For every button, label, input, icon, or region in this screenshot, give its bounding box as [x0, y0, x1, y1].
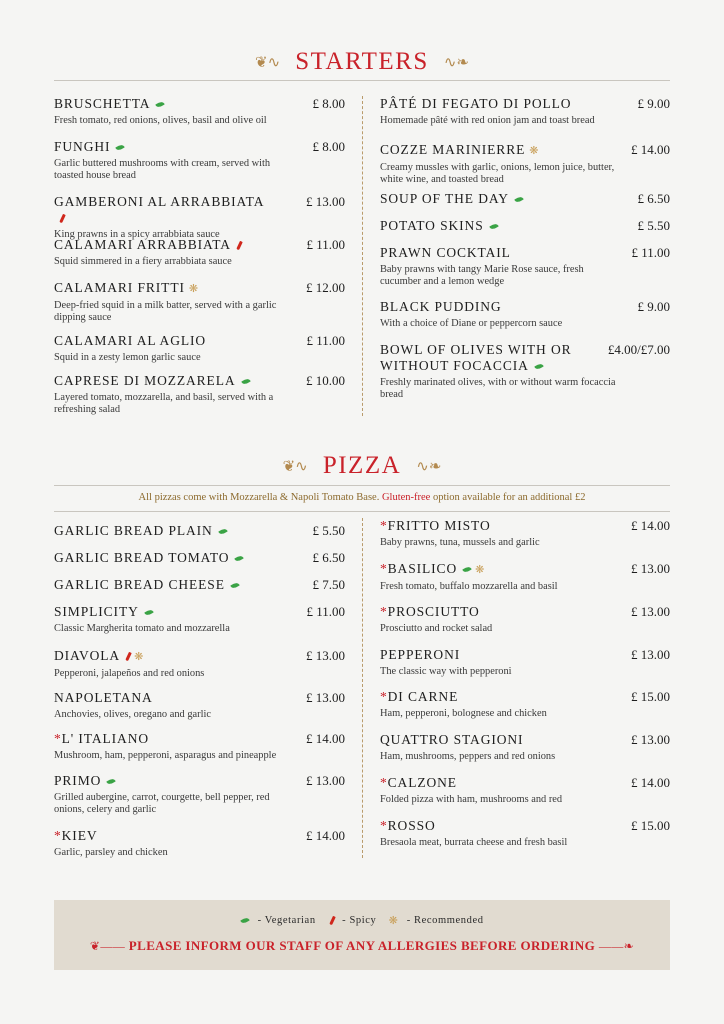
menu-item-price: £ 9.00 [637, 96, 670, 111]
spicy-icon [125, 652, 132, 661]
menu-item [380, 604, 670, 635]
menu-item-star: * [380, 775, 388, 790]
legend [54, 914, 670, 927]
menu-item [54, 828, 345, 859]
menu-item-name-text: GAMBERONI AL ARRABBIATA [54, 194, 265, 209]
menu-item-name [54, 828, 98, 844]
menu-item [380, 518, 670, 549]
menu-item [380, 342, 670, 401]
menu-item [54, 280, 345, 324]
menu-item-price: £ 5.50 [312, 523, 345, 538]
menu-item-description: Garlic, parsley and chicken [54, 847, 168, 858]
ornament-left-icon: ❦—— [89, 939, 126, 953]
menu-item-description: Garlic buttered mushrooms with cream, served with toasted house bread [54, 158, 271, 181]
menu-item-price: £ 13.00 [306, 648, 345, 663]
menu-item-price: £ 14.00 [631, 142, 670, 157]
menu-item-name [380, 245, 511, 261]
menu-item-description: Squid in a zesty lemon garlic sauce [54, 352, 201, 363]
vegetarian-icon [230, 582, 239, 591]
menu-item-description: Baby prawns, tuna, mussels and garlic [380, 537, 540, 548]
recommended-icon: ❋ [188, 282, 199, 295]
recommended-icon: ❋ [475, 563, 486, 576]
menu-item-name-text: KIEV [61, 828, 98, 843]
menu-item-star: * [380, 604, 388, 619]
menu-item [380, 818, 670, 849]
pizza-note-gluten-free: Gluten-free [381, 492, 431, 503]
legend-spicy: - Spicy [342, 914, 377, 926]
menu-item-price: £ 13.00 [631, 561, 670, 576]
flourish-left-icon: ❦∿ [282, 457, 308, 475]
menu-item-name-text: CALAMARI ARRABBIATA [54, 237, 231, 252]
starters-divider [362, 96, 363, 416]
menu-item-name-text: PRAWN COCKTAIL [380, 245, 511, 260]
menu-item-star: * [380, 818, 388, 833]
vegetarian-icon [514, 196, 523, 205]
menu-item-name-text: FUNGHI [54, 139, 111, 154]
menu-item-name-text: PROSCIUTTO [387, 604, 480, 619]
vegetarian-icon [156, 101, 165, 110]
menu-item-description: Prosciutto and rocket salad [380, 623, 493, 634]
menu-item-name [380, 191, 523, 207]
menu-item-name [380, 342, 595, 374]
menu-item-name [380, 96, 571, 112]
flourish-right-icon: ∿❧ [416, 457, 442, 475]
menu-item-name-text: BLACK PUDDING [380, 299, 502, 314]
menu-item-price: £ 13.00 [631, 647, 670, 662]
menu-item-price: £ 14.00 [631, 775, 670, 790]
menu-item-price: £ 14.00 [631, 518, 670, 533]
menu-item [380, 299, 670, 330]
menu-item-price: £ 15.00 [631, 689, 670, 704]
menu-item-name-text: FRITTO MISTO [387, 518, 491, 533]
menu-item-name [54, 523, 227, 539]
menu-item-name-text: GARLIC BREAD CHEESE [54, 577, 225, 592]
spicy-icon [236, 241, 243, 250]
pizza-note [0, 492, 724, 503]
pizza-title: PIZZA [322, 452, 402, 479]
pizza-header [0, 452, 724, 480]
menu-item [54, 773, 345, 816]
menu-item-name-text: CALAMARI FRITTI [54, 280, 185, 295]
vegetarian-icon [462, 566, 471, 575]
menu-item-price: £ 11.00 [306, 604, 345, 619]
menu-item-name-text: L' ITALIANO [61, 731, 150, 746]
menu-item-star: * [54, 828, 62, 843]
menu-item-description: Fresh tomato, red onions, olives, basil and olive oil [54, 115, 267, 126]
menu-item-price: £ 13.00 [306, 773, 345, 788]
menu-item [54, 604, 345, 635]
menu-item-description: Homemade pâté with red onion jam and toast bread [380, 115, 595, 126]
vegetarian-icon [144, 609, 153, 618]
menu-item-name-text: GARLIC BREAD TOMATO [54, 550, 230, 565]
menu-item-description: Folded pizza with ham, mushrooms and red [380, 794, 563, 805]
ornament-right-icon: ——❧ [598, 939, 635, 953]
menu-item-name-text: COZZE MARINIERRE [380, 142, 526, 157]
menu-item-name-text: PRIMO [54, 773, 102, 788]
vegetarian-icon [534, 363, 543, 372]
menu-item-name [54, 773, 115, 789]
menu-item-name [380, 689, 458, 705]
menu-item-name [380, 518, 491, 534]
pizza-divider [362, 518, 363, 858]
menu-item-description: The classic way with pepperoni [380, 666, 512, 677]
menu-item-name [54, 96, 164, 112]
menu-item [54, 523, 345, 539]
spicy-icon [59, 214, 66, 223]
menu-item-description: Fresh tomato, buffalo mozzarella and basil [380, 580, 558, 592]
menu-item-price: £ 9.00 [637, 299, 670, 314]
menu-item-description: Grilled aubergine, carrot, courgette, bell pepper, red onions, celery and garlic [54, 792, 270, 815]
footer-panel [54, 900, 670, 970]
menu-item-name-text: POTATO SKINS [380, 218, 484, 233]
menu-item-star: * [380, 518, 388, 533]
starters-header [0, 48, 724, 76]
menu-item-name [54, 333, 206, 349]
menu-item-price: £ 10.00 [306, 373, 345, 388]
menu-item [54, 139, 345, 182]
recommended-icon: ❋ [529, 144, 540, 157]
menu-item-name [380, 218, 498, 234]
menu-item-price: £ 11.00 [631, 245, 670, 260]
menu-item-price: £ 13.00 [631, 604, 670, 619]
menu-item-name [380, 732, 523, 748]
vegetarian-icon [241, 916, 250, 925]
menu-item-star: * [380, 561, 388, 576]
menu-item [54, 648, 345, 680]
menu-item-name [54, 237, 241, 253]
menu-item-name [380, 142, 539, 159]
menu-item-name [54, 731, 149, 747]
menu-item-name [380, 647, 460, 663]
menu-item-description: King prawns in a spicy arrabbiata sauce [54, 229, 220, 240]
vegetarian-icon [489, 223, 498, 232]
allergy-notice-text: PLEASE INFORM OUR STAFF OF ANY ALLERGIES BEFORE ORDERING [128, 938, 596, 953]
menu-item-name [54, 194, 269, 226]
recommended-icon: ❋ [134, 650, 145, 663]
menu-item-name [380, 604, 480, 620]
menu-item-name-text: CALAMARI AL AGLIO [54, 333, 207, 348]
menu-item-name [380, 775, 457, 791]
menu-item-star: * [380, 689, 388, 704]
menu-item-name-text: BASILICO [387, 561, 458, 576]
menu-item-description: Freshly marinated olives, with or without warm focaccia bread [380, 377, 616, 400]
menu-item-description: Ham, mushrooms, peppers and red onions [380, 751, 556, 762]
menu-item-name-text: CAPRESE DI MOZZARELA [54, 373, 236, 388]
vegetarian-icon [107, 778, 116, 787]
menu-item-price: £ 8.00 [312, 139, 345, 154]
menu-item-price: £ 13.00 [306, 194, 345, 209]
menu-item-name-text: QUATTRO STAGIONI [380, 732, 524, 747]
menu-item-description: Creamy mussles with garlic, onions, lemon juice, butter, white wine, and toasted bread [380, 161, 615, 185]
menu-item-description: Bresaola meat, burrata cheese and fresh basil [380, 837, 568, 848]
menu-item-price: £ 11.00 [306, 237, 345, 252]
pizza-note-main: All pizzas come with Mozzarella & Napoli Tomato Base. [138, 492, 380, 503]
menu-item-name [380, 299, 502, 315]
vegetarian-icon [116, 144, 125, 153]
menu-item-name-text: SOUP OF THE DAY [380, 191, 509, 206]
menu-item-price: £ 14.00 [306, 731, 345, 746]
menu-item-description: Ham, pepperoni, bolognese and chicken [380, 708, 547, 719]
menu-item [54, 373, 345, 416]
menu-item-name-text: ROSSO [387, 818, 436, 833]
menu-item-name-text: PEPPERONI [380, 647, 461, 662]
menu-item-description: Baby prawns with tangy Marie Rose sauce, fresh cucumber and a lemon wedge [380, 264, 584, 287]
menu-item-description: Layered tomato, mozzarella, and basil, served with a refreshing salad [54, 392, 274, 415]
menu-item-price: £ 13.00 [631, 732, 670, 747]
menu-item [380, 561, 670, 593]
menu-item [54, 237, 345, 268]
menu-item-name-text: DI CARNE [387, 689, 459, 704]
menu-item-name [54, 373, 250, 389]
menu-item [54, 731, 345, 762]
legend-recommended: - Recommended [406, 914, 484, 926]
vegetarian-icon [235, 555, 244, 564]
menu-item-name [54, 139, 124, 155]
menu-item [54, 690, 345, 721]
menu-item-name [54, 550, 243, 566]
pizza-rule [54, 485, 670, 486]
menu-item [380, 647, 670, 678]
menu-item [54, 550, 345, 566]
menu-item-price: £ 13.00 [306, 690, 345, 705]
menu-item [54, 194, 345, 241]
menu-item-name-text: NAPOLETANA [54, 690, 153, 705]
menu-item [380, 96, 670, 127]
menu-item [380, 245, 670, 288]
menu-item [54, 333, 345, 364]
menu-item [54, 577, 345, 593]
menu-item-price: £ 6.50 [637, 191, 670, 206]
starters-title: STARTERS [295, 48, 429, 75]
vegetarian-icon [241, 378, 250, 387]
menu-item-description: Classic Margherita tomato and mozzarella [54, 623, 230, 634]
menu-item-name-text: SIMPLICITY [54, 604, 139, 619]
menu-item-star: * [54, 731, 62, 746]
menu-item-name [380, 818, 436, 834]
vegetarian-icon [218, 528, 227, 537]
pizza-note-rule [54, 511, 670, 512]
menu-item-description: Pepperoni, jalapeños and red onions [54, 667, 205, 679]
menu-item [380, 732, 670, 763]
menu-item-description: Deep-fried squid in a milk batter, served with a garlic dipping sauce [54, 299, 277, 323]
menu-item [380, 142, 670, 186]
menu-item-name-text: DIAVOLA [54, 648, 121, 663]
menu-item-price: £ 8.00 [312, 96, 345, 111]
menu-item-name-text: GARLIC BREAD PLAIN [54, 523, 213, 538]
menu-item-description: Anchovies, olives, oregano and garlic [54, 709, 211, 720]
pizza-note-rest: option available for an additional £2 [432, 492, 586, 503]
spicy-icon [329, 916, 336, 925]
menu-item-price: £ 7.50 [312, 577, 345, 592]
menu-item [380, 775, 670, 806]
menu-item-price: £ 15.00 [631, 818, 670, 833]
menu-item [380, 191, 670, 207]
menu-item-price: £4.00/£7.00 [607, 342, 670, 357]
recommended-icon: ❋ [388, 915, 399, 927]
flourish-right-icon: ∿❧ [443, 53, 469, 71]
menu-item-name-text: BOWL OF OLIVES WITH OR WITHOUT FOCACCIA [380, 342, 572, 373]
menu-item [380, 218, 670, 234]
menu-item-name [54, 577, 239, 593]
menu-item-price: £ 12.00 [306, 280, 345, 295]
menu-item-price: £ 5.50 [637, 218, 670, 233]
allergy-notice [54, 938, 670, 954]
menu-item-name-text: CALZONE [387, 775, 457, 790]
menu-item-price: £ 14.00 [306, 828, 345, 843]
menu-item-price: £ 6.50 [312, 550, 345, 565]
starters-rule [54, 80, 670, 81]
menu-item-description: With a choice of Diane or peppercorn sauce [380, 318, 563, 329]
menu-item-name [54, 648, 144, 665]
menu-item-price: £ 11.00 [306, 333, 345, 348]
menu-item [54, 96, 345, 127]
menu-item-description: Squid simmered in a fiery arrabbiata sauce [54, 256, 232, 267]
menu-item-description: Mushroom, ham, pepperoni, asparagus and pineapple [54, 750, 277, 761]
menu-item-name [54, 690, 153, 706]
menu-item-name-text: PÂTÉ DI FEGATO DI POLLO [380, 96, 572, 111]
flourish-left-icon: ❦∿ [255, 53, 281, 71]
menu-item-name-text: BRUSCHETTA [54, 96, 151, 111]
menu-item [380, 689, 670, 720]
menu-item-name [380, 561, 485, 578]
menu-item-name [54, 604, 153, 620]
legend-vegetarian: - Vegetarian [257, 914, 316, 926]
menu-item-name [54, 280, 199, 297]
